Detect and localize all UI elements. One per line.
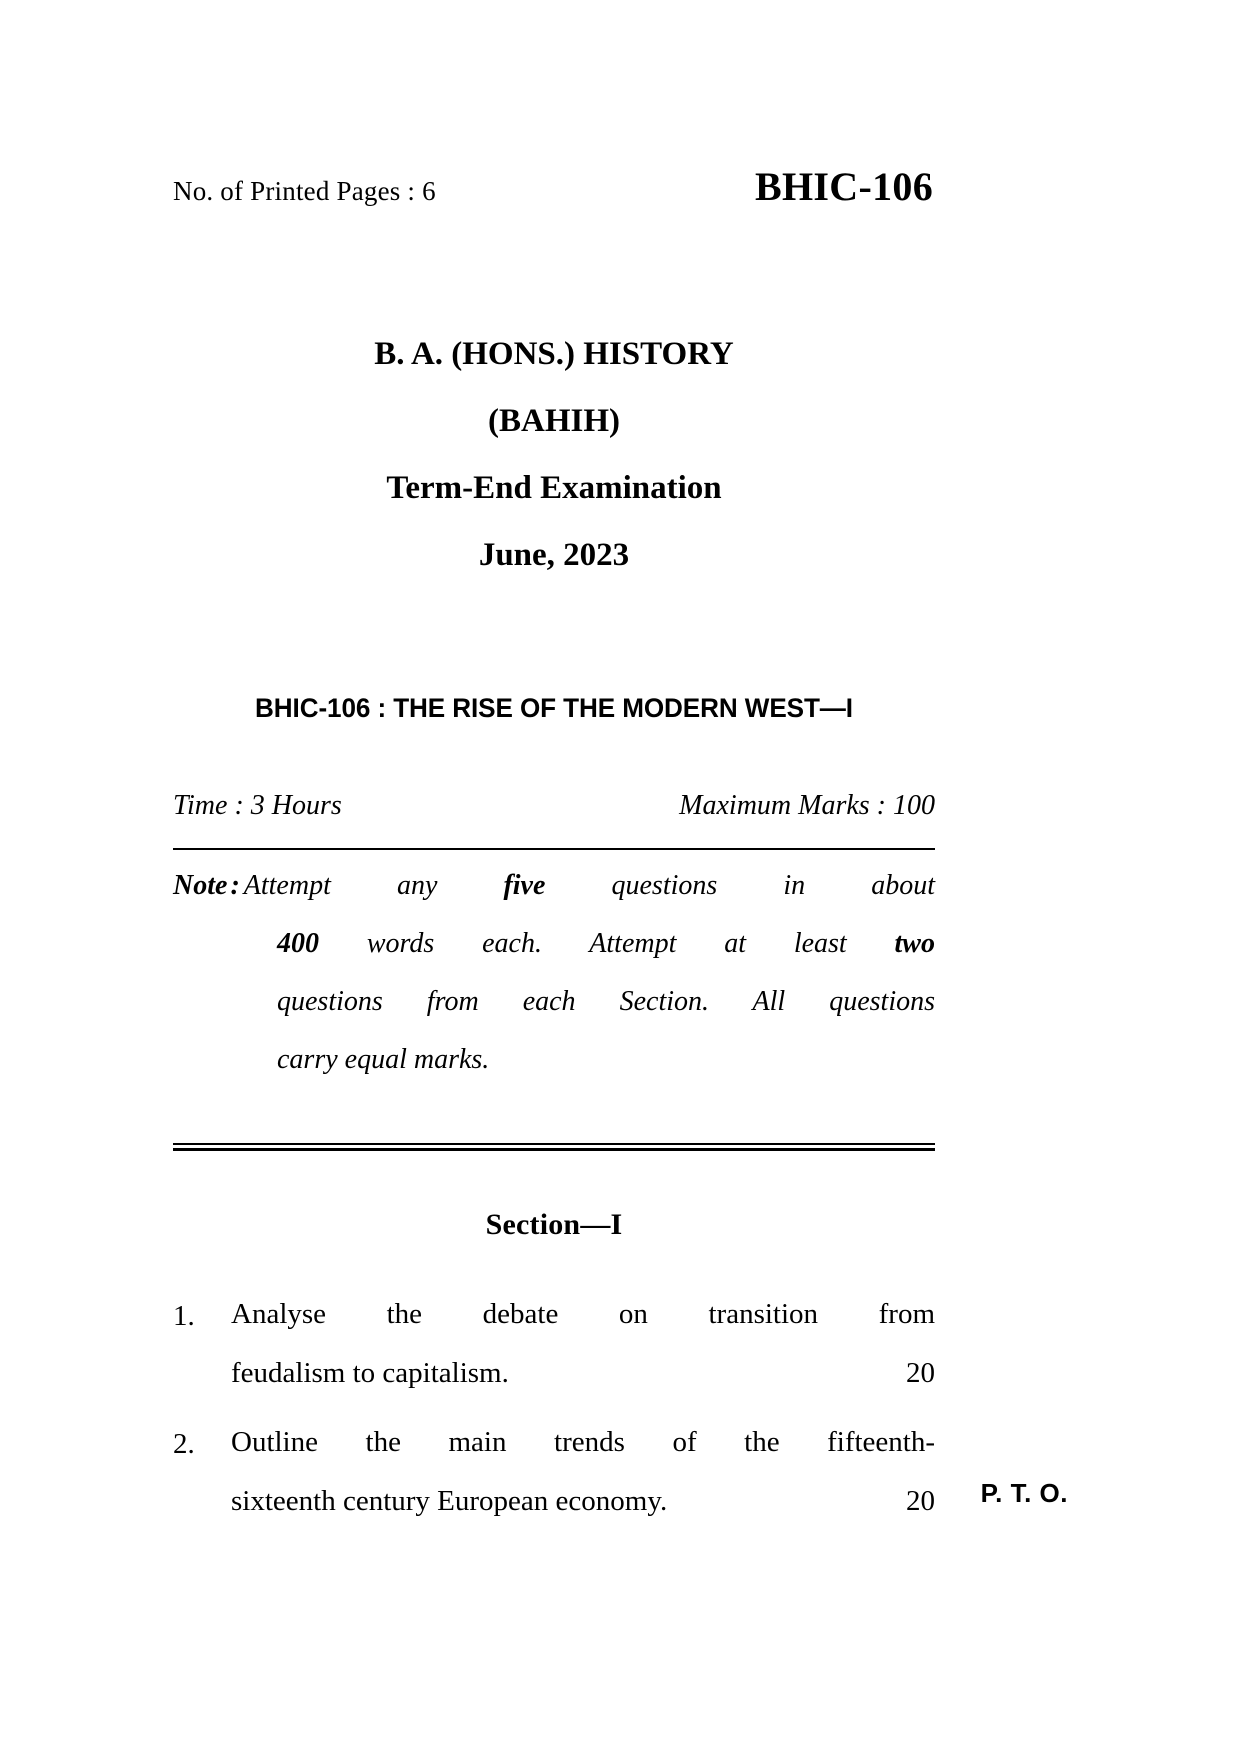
question-line-last bbox=[231, 1359, 935, 1388]
note-word: questions bbox=[611, 870, 718, 901]
note-emphasis-two: two bbox=[894, 928, 935, 959]
note-line-3: questions from each Section. All questions bbox=[277, 986, 935, 1017]
subject-title: BHIC-106 : THE RISE OF THE MODERN WEST—I bbox=[255, 693, 853, 723]
question-marks: 20 bbox=[906, 1485, 935, 1517]
note-line-4: carry equal marks. bbox=[277, 1044, 490, 1075]
question-item bbox=[173, 1300, 935, 1388]
divider-line-upper bbox=[173, 1143, 935, 1145]
note-word: Attempt bbox=[589, 928, 677, 959]
exam-duration: Time : 3 Hours bbox=[173, 790, 342, 821]
question-text bbox=[231, 1300, 935, 1388]
programme-title: B. A. (HONS.) HISTORY bbox=[374, 336, 734, 372]
note-word: about bbox=[871, 870, 935, 901]
question-text bbox=[231, 1428, 935, 1516]
exam-maximum-marks: Maximum Marks : 100 bbox=[679, 790, 935, 821]
note-emphasis-five: five bbox=[503, 870, 546, 901]
exam-meta-row bbox=[173, 790, 935, 822]
note-word: in bbox=[783, 870, 806, 901]
note-emphasis-400: 400 bbox=[277, 928, 319, 959]
course-code-heading: BHIC-106 bbox=[755, 164, 933, 209]
programme-code: (BAHIH) bbox=[488, 403, 620, 439]
page-turn-over-label: P. T. O. bbox=[980, 1478, 1068, 1508]
question-marks: 20 bbox=[906, 1357, 935, 1389]
note-continuation bbox=[277, 930, 935, 1074]
examination-type: Term-End Examination bbox=[386, 470, 722, 506]
question-item bbox=[173, 1428, 935, 1516]
divider-line-lower bbox=[173, 1148, 935, 1151]
question-line-last bbox=[231, 1487, 935, 1516]
question-number: 2. bbox=[173, 1428, 195, 1460]
note-word: Attempt bbox=[243, 870, 331, 901]
instructions-note bbox=[173, 872, 935, 1074]
note-word: least bbox=[793, 928, 847, 959]
exam-title-block bbox=[173, 338, 935, 572]
note-colon: : bbox=[230, 870, 240, 901]
divider-rule-double bbox=[173, 1143, 935, 1150]
note-word: each. bbox=[482, 928, 542, 959]
question-line-text: feudalism to capitalism. bbox=[231, 1357, 509, 1389]
note-label: Note bbox=[173, 870, 228, 901]
divider-rule-top bbox=[173, 848, 935, 850]
page-header bbox=[173, 163, 935, 210]
section-heading: Section—I bbox=[485, 1208, 623, 1241]
note-word: words bbox=[366, 928, 435, 959]
question-list bbox=[173, 1300, 935, 1556]
note-line-1 bbox=[244, 872, 935, 900]
question-line: Analyse the debate on transition from bbox=[231, 1298, 935, 1330]
question-line: Outline the main trends of the fifteenth- bbox=[231, 1426, 935, 1458]
examination-session: June, 2023 bbox=[478, 537, 630, 573]
note-first-line bbox=[173, 872, 935, 900]
note-word: at bbox=[724, 928, 746, 959]
note-line-2 bbox=[277, 930, 935, 958]
note-word: any bbox=[396, 870, 438, 901]
question-line-text: sixteenth century European economy. bbox=[231, 1485, 668, 1517]
question-number: 1. bbox=[173, 1300, 195, 1332]
printed-pages-label: No. of Printed Pages : 6 bbox=[173, 176, 436, 206]
